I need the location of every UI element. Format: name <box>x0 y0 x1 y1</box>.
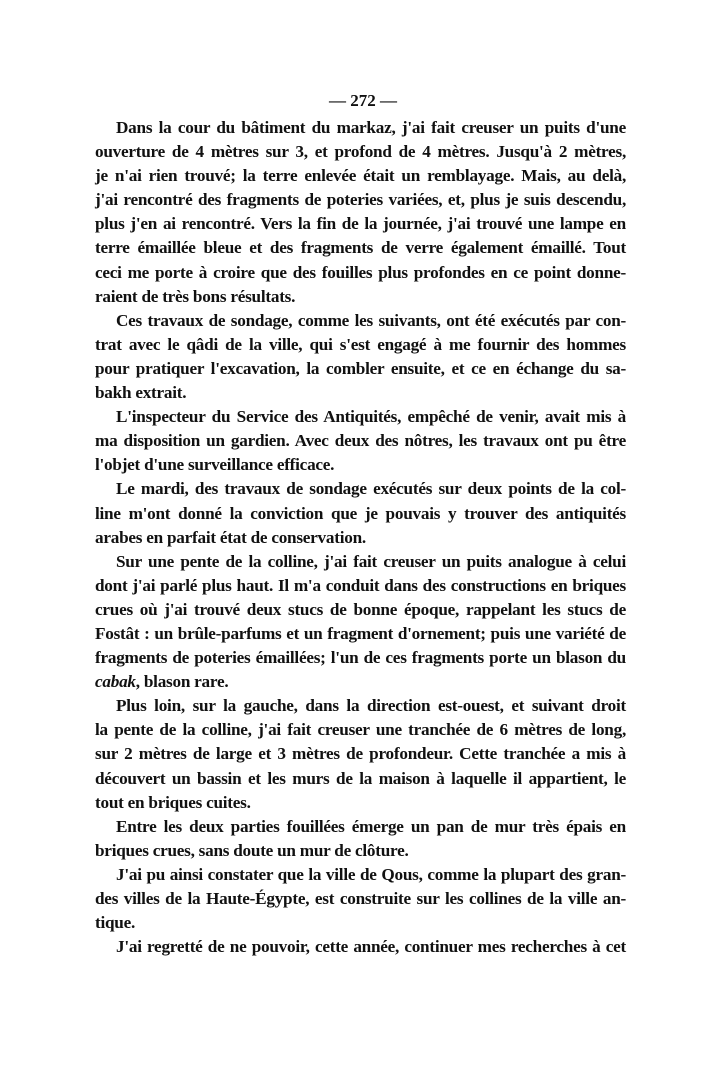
text-line: Plus loin, sur la gauche, dans la direction est-ouest, et suivant droit <box>116 696 626 716</box>
text-line: sur 2 mètres de large et 3 mètres de profondeur. Cette tranchée a mis à <box>95 744 626 764</box>
text-line: la pente de la colline, j'ai fait creuser une tranchée de 6 mètres de long, <box>95 720 626 740</box>
text-line: briques crues, sans doute un mur de clôture. <box>95 840 409 860</box>
paragraph-2 <box>95 309 626 405</box>
text-line: des villes de la Haute-Égypte, est construite sur les collines de la ville an- <box>95 889 626 908</box>
document-page <box>95 86 626 959</box>
text-line: découvert un bassin et les murs de la maison à laquelle il appartient, le <box>95 768 626 788</box>
italic-term: cabak <box>95 672 136 692</box>
text-line: Fostât : un brûle-parfums et un fragment d'ornement; puis une variété de <box>95 623 626 643</box>
text-line: Le mardi, des travaux de sondage exécutés sur deux points de la col- <box>116 479 626 499</box>
paragraph-8 <box>95 863 626 935</box>
text-fragment: , blason rare. <box>135 672 229 692</box>
text-line: pour pratiquer l'excavation, la combler ensuite, et ce en échange du sa- <box>95 358 626 378</box>
text-line: terre émaillée bleue et des fragments de verre également émaillé. Tout <box>95 238 626 258</box>
paragraph-6 <box>95 694 626 814</box>
text-line: arabes en parfait état de conservation. <box>95 527 366 547</box>
text-line: dont j'ai parlé plus haut. Il m'a conduit dans des constructions en briques <box>95 575 626 595</box>
text-line: J'ai pu ainsi constater que la ville de Qous, comme la plupart des gran- <box>116 864 626 884</box>
page-number: — 272 — <box>329 91 397 110</box>
text-line: crues où j'ai trouvé deux stucs de bonne époque, rappelant les stucs de <box>95 599 626 619</box>
text-line: fragments de poteries émaillées; l'un de ces fragments porte un blason du <box>95 648 626 668</box>
paragraph-7 <box>95 815 626 863</box>
text-line: raient de très bons résultats. <box>95 286 296 306</box>
paragraph-1 <box>95 116 626 309</box>
text-line: ma disposition un gardien. Avec deux des nôtres, les travaux ont pu être <box>95 431 626 451</box>
paragraph-9 <box>95 935 626 959</box>
text-line: ouverture de 4 mètres sur 3, et profond de 4 mètres. Jusqu'à 2 mètres, <box>95 142 626 162</box>
text-line: Entre les deux parties fouillées émerge un pan de mur très épais en <box>116 816 626 836</box>
text-line: bakh extrait. <box>95 383 187 403</box>
text-line: line m'ont donné la conviction que je pouvais y trouver des antiquités <box>95 503 626 523</box>
paragraph-5 <box>95 550 626 695</box>
text-line: ceci me porte à croire que des fouilles plus profondes en ce point donne- <box>95 262 626 282</box>
paragraph-4 <box>95 477 626 549</box>
text-line: J'ai regretté de ne pouvoir, cette année, continuer mes recherches à cet <box>116 937 626 957</box>
text-line: tout en briques cuites. <box>95 792 251 812</box>
text-line: plus j'en ai rencontré. Vers la fin de la journée, j'ai trouvé une lampe en <box>95 214 626 234</box>
text-line <box>95 670 626 694</box>
text-line: je n'ai rien trouvé; la terre enlevée était un remblayage. Mais, au delà, <box>95 166 626 186</box>
text-line: j'ai rencontré des fragments de poteries variées, et, plus je suis descendu, <box>95 190 626 210</box>
text-line: Sur une pente de la colline, j'ai fait creuser un puits analogue à celui <box>116 551 626 571</box>
text-line: l'objet d'une surveillance efficace. <box>95 455 335 475</box>
text-line: tique. <box>95 913 136 933</box>
text-line: Ces travaux de sondage, comme les suivants, ont été exécutés par con- <box>116 310 626 330</box>
text-line: trat avec le qâdi de la ville, qui s'est engagé à me fournir des hommes <box>95 334 626 354</box>
paragraph-3 <box>95 405 626 477</box>
text-line: Dans la cour du bâtiment du markaz, j'ai fait creuser un puits d'une <box>116 118 626 137</box>
text-line: L'inspecteur du Service des Antiquités, empêché de venir, avait mis à <box>116 407 626 427</box>
